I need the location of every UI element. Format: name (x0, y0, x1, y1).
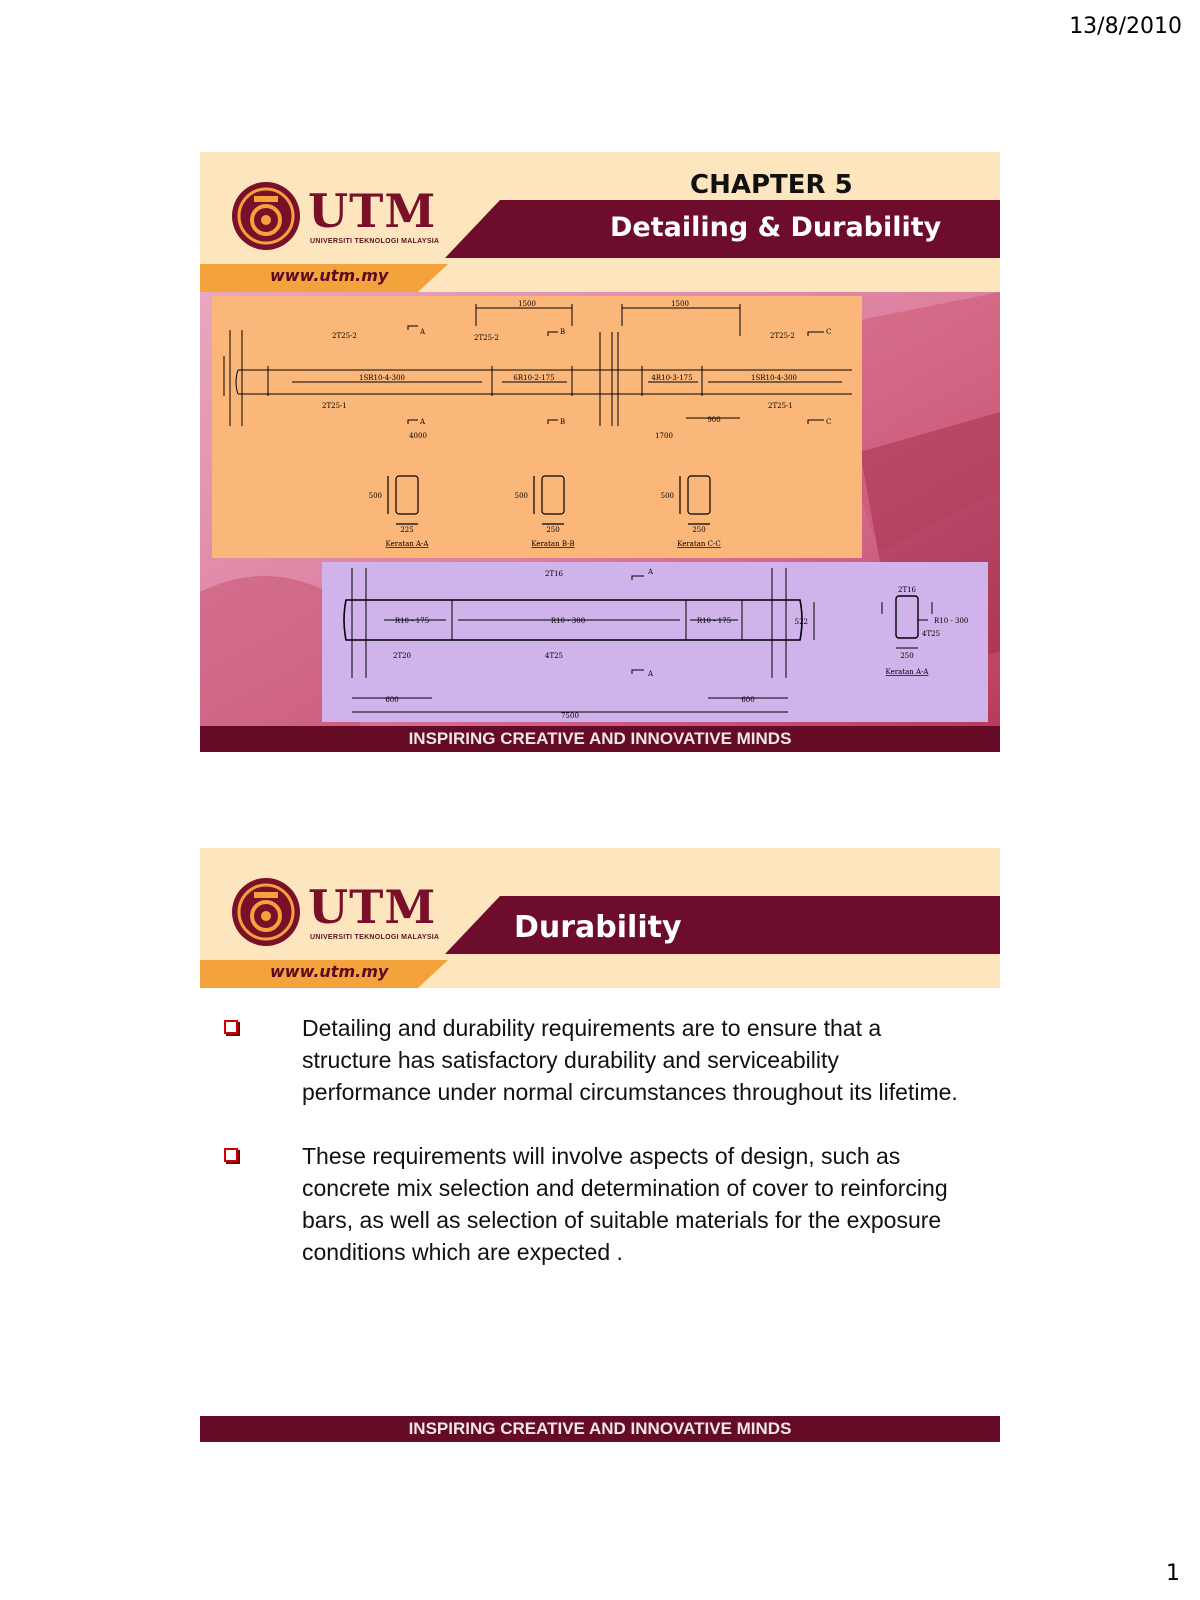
section-name: Keratan A-A (885, 668, 929, 676)
slide-footer-tagline: INSPIRING CREATIVE AND INNOVATIVE MINDS (200, 726, 1000, 752)
section-label: 2T16 (897, 586, 917, 594)
section-dim: 500 (660, 492, 674, 500)
dim-label: 600 (741, 696, 755, 704)
utm-logo (230, 876, 450, 956)
section-label: 250 (900, 652, 914, 660)
dim-label: 4000 (409, 432, 427, 440)
section-dim: 250 (692, 526, 706, 534)
rebar-label: 2T25-2 (332, 332, 357, 340)
stirrup-label: R10 - 300 (550, 617, 586, 625)
section-mark: A (420, 328, 426, 336)
beam-detail-drawing-a (212, 296, 862, 558)
slide-chapter-title (200, 152, 1000, 752)
dim-label: 1500 (518, 300, 536, 308)
checkbox-bullet-icon (224, 1020, 238, 1034)
bullet-list (222, 1012, 962, 1300)
section-mark: C (826, 328, 832, 336)
section-mark: B (560, 328, 566, 336)
section-mark: C (826, 418, 832, 426)
stirrup-label: 4R10-3-175 (651, 374, 693, 382)
slide-title: Detailing & Durability (610, 212, 942, 243)
section-dim: 250 (546, 526, 560, 534)
page-date: 13/8/2010 (1069, 14, 1182, 39)
stirrup-label: 6R10-2-175 (513, 374, 555, 382)
dim-label: 600 (385, 696, 399, 704)
section-label: R10 - 300 (934, 617, 969, 625)
chapter-label: CHAPTER 5 (690, 170, 853, 200)
bullet-text: Detailing and durability requirements are to ensure that a structure has satisfactory durability and serviceability performance under normal circumstances throughout its lifetime. (302, 1015, 958, 1105)
bullet-text: These requirements will involve aspects of design, such as concrete mix selection and determination of cover to reinforcing bars, as well as selection of suitable materials for the exposure conditions which are expected . (302, 1143, 948, 1265)
utm-logo (230, 180, 450, 260)
dim-label: 7500 (561, 712, 579, 720)
dim-label: 522 (794, 618, 808, 626)
stirrup-label: 1SR10-4-300 (751, 374, 797, 382)
utm-crest-icon (230, 876, 302, 948)
dim-label: 1500 (671, 300, 689, 308)
list-item (222, 1012, 962, 1108)
section-mark: A (648, 670, 654, 678)
stirrup-label: 1SR10-4-300 (359, 374, 405, 382)
section-name: Keratan B-B (531, 540, 575, 548)
slide-durability (200, 848, 1000, 1448)
utm-logo-text: UTM (308, 184, 437, 238)
section-dim: 225 (400, 526, 414, 534)
section-mark: B (560, 418, 566, 426)
utm-logo-subtitle: UNIVERSITI TEKNOLOGI MALAYSIA (310, 238, 440, 245)
dim-label: 900 (707, 416, 721, 424)
page-number: 1 (1166, 1561, 1180, 1586)
rebar-label: 2T25-2 (770, 332, 795, 340)
utm-logo-subtitle: UNIVERSITI TEKNOLOGI MALAYSIA (310, 934, 440, 941)
section-mark: A (420, 418, 426, 426)
rebar-label: 4T25 (544, 652, 564, 660)
utm-crest-icon (230, 180, 302, 252)
stirrup-label: R10 - 175 (394, 617, 430, 625)
slide-footer-tagline: INSPIRING CREATIVE AND INNOVATIVE MINDS (200, 1416, 1000, 1442)
section-name: Keratan A-A (385, 540, 429, 548)
beam-detail-drawing-b (322, 562, 988, 722)
rebar-label: 2T16 (544, 570, 564, 578)
dim-label: 1700 (655, 432, 673, 440)
website-link[interactable]: www.utm.my (270, 266, 389, 285)
section-mark: A (648, 568, 654, 576)
slide-title: Durability (514, 910, 682, 945)
section-name: Keratan C-C (677, 540, 721, 548)
list-item (222, 1140, 962, 1268)
rebar-label: 2T25-2 (474, 334, 499, 342)
section-dim: 500 (368, 492, 382, 500)
utm-logo-text: UTM (308, 880, 437, 934)
website-link[interactable]: www.utm.my (270, 962, 389, 981)
stirrup-label: R10 - 175 (696, 617, 732, 625)
section-dim: 500 (514, 492, 528, 500)
section-label: 4T25 (922, 630, 941, 638)
rebar-label: 2T25-1 (322, 402, 347, 410)
rebar-label: 2T25-1 (768, 402, 793, 410)
checkbox-bullet-icon (224, 1148, 238, 1162)
rebar-label: 2T20 (392, 652, 412, 660)
